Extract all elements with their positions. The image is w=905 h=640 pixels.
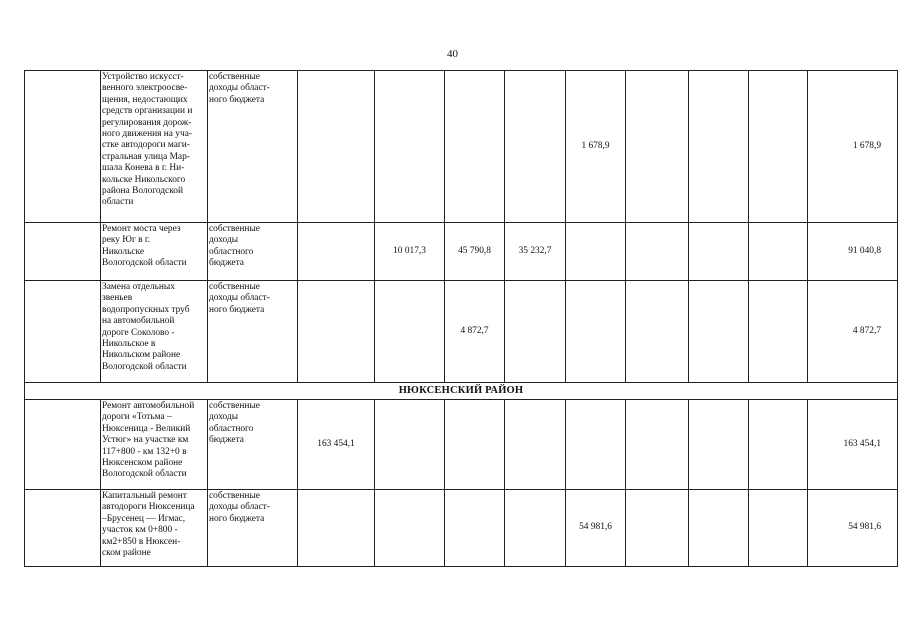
year-value-7	[689, 71, 749, 223]
table-row	[25, 400, 898, 490]
text-line: Нюксеница - Великий	[102, 423, 191, 434]
year-value-5: 1 678,9	[566, 71, 626, 223]
funding-source	[208, 71, 298, 223]
funding-source	[208, 400, 298, 490]
text-line: ного бюджета	[209, 94, 265, 105]
total-value: 91 040,8	[808, 223, 898, 281]
year-value-6	[626, 223, 689, 281]
text-line: доходы област-	[209, 83, 270, 94]
total-value: 54 981,6	[808, 490, 898, 567]
text-line: стральная улица Мар-	[102, 151, 190, 162]
text-line: Устройство искусст-	[102, 72, 184, 82]
year-value-2	[375, 281, 445, 383]
text-line: водопропускных труб	[102, 304, 190, 315]
text-line: собственные	[209, 72, 260, 82]
year-value-4	[505, 71, 566, 223]
year-value-4	[505, 400, 566, 490]
year-value-4	[505, 490, 566, 567]
text-line: реку Юг в г.	[102, 235, 151, 246]
text-line: автодороги Нюксеница	[102, 502, 195, 513]
year-value-1	[298, 490, 375, 567]
text-line: областного	[209, 246, 254, 257]
year-value-7	[689, 490, 749, 567]
text-line: шала Конева в г. Ни-	[102, 163, 185, 174]
funding-source	[208, 281, 298, 383]
text-line: Нюксенском районе	[102, 458, 183, 469]
text-line: доходы област-	[209, 293, 270, 304]
text-line: –Брусенец — Игмас,	[102, 513, 186, 524]
page-number: 40	[447, 48, 458, 60]
table-row	[25, 490, 898, 567]
empty-cell	[749, 281, 808, 383]
text-line: на автомобильной	[102, 316, 175, 327]
year-value-1	[298, 281, 375, 383]
text-line: областного	[209, 423, 254, 434]
text-line: бюджета	[209, 435, 244, 446]
year-value-2: 10 017,3	[375, 223, 445, 281]
year-value-7	[689, 223, 749, 281]
year-value-7	[689, 281, 749, 383]
year-value-2	[375, 400, 445, 490]
year-value-5	[566, 223, 626, 281]
year-value-5	[566, 400, 626, 490]
text-line: района Вологодской	[102, 186, 183, 197]
text-line: доходы	[209, 235, 239, 246]
text-line: участок км 0+800 -	[102, 525, 178, 536]
empty-cell	[25, 71, 101, 223]
text-line: звеньев	[102, 293, 133, 304]
empty-cell	[25, 400, 101, 490]
text-line: собственные	[209, 282, 260, 292]
text-line: кольске Никольского	[102, 174, 186, 185]
empty-cell	[749, 71, 808, 223]
year-value-3: 4 872,7	[445, 281, 505, 383]
empty-cell	[25, 490, 101, 567]
text-line: Ремонт моста через	[102, 224, 181, 234]
funding-source	[208, 223, 298, 281]
text-line: Никольске	[102, 246, 145, 257]
text-line: Замена отдельных	[102, 282, 175, 292]
year-value-5	[566, 281, 626, 383]
text-line: стке автодороги маги-	[102, 140, 190, 151]
text-line: дороги «Тотьма –	[102, 412, 172, 423]
text-line: 117+800 - км 132+0 в	[102, 446, 187, 457]
text-line: средств организации и	[102, 106, 193, 117]
work-description	[101, 400, 208, 490]
funding-source	[208, 490, 298, 567]
work-description	[101, 490, 208, 567]
text-line: Вологодской области	[102, 361, 187, 372]
year-value-4: 35 232,7	[505, 223, 566, 281]
text-line: венного электроосве-	[102, 83, 188, 94]
year-value-3	[445, 71, 505, 223]
text-line: ного бюджета	[209, 304, 265, 315]
table-row	[25, 223, 898, 281]
text-line: регулирования дорож-	[102, 117, 192, 128]
text-line: доходы	[209, 412, 239, 423]
budget-table	[24, 70, 898, 567]
section-row	[25, 383, 898, 400]
year-value-1: 163 454,1	[298, 400, 375, 490]
empty-cell	[25, 281, 101, 383]
text-line: ного бюджета	[209, 513, 265, 524]
text-line: Ремонт автомобильной	[102, 401, 195, 411]
text-line: собственные	[209, 224, 260, 234]
text-line: бюджета	[209, 258, 244, 269]
year-value-4	[505, 281, 566, 383]
text-line: ного движения на уча-	[102, 129, 192, 140]
text-line: дороге Соколово -	[102, 327, 175, 338]
text-line: собственные	[209, 491, 260, 501]
year-value-6	[626, 71, 689, 223]
text-line: Капитальный ремонт	[102, 491, 187, 501]
total-value: 163 454,1	[808, 400, 898, 490]
empty-cell	[749, 223, 808, 281]
work-description	[101, 281, 208, 383]
text-line: Вологодской области	[102, 469, 187, 480]
text-line: области	[102, 197, 134, 208]
text-line: Устюг» на участке км	[102, 435, 189, 446]
empty-cell	[25, 223, 101, 281]
text-line: ском районе	[102, 548, 151, 559]
text-line: доходы област-	[209, 502, 270, 513]
year-value-2	[375, 71, 445, 223]
year-value-6	[626, 281, 689, 383]
year-value-3: 45 790,8	[445, 223, 505, 281]
text-line: Вологодской области	[102, 258, 187, 269]
empty-cell	[749, 400, 808, 490]
year-value-1	[298, 71, 375, 223]
total-value: 1 678,9	[808, 71, 898, 223]
year-value-6	[626, 490, 689, 567]
year-value-5: 54 981,6	[566, 490, 626, 567]
section-title: НЮКСЕНСКИЙ РАЙОН	[25, 383, 898, 400]
text-line: Никольском районе	[102, 350, 181, 361]
work-description	[101, 223, 208, 281]
year-value-3	[445, 400, 505, 490]
text-line: собственные	[209, 401, 260, 411]
empty-cell	[749, 490, 808, 567]
table-row	[25, 281, 898, 383]
text-line: Никольское в	[102, 339, 156, 350]
year-value-3	[445, 490, 505, 567]
year-value-6	[626, 400, 689, 490]
text-line: км2+850 в Нюксен-	[102, 536, 181, 547]
text-line: щения, недостающих	[102, 94, 188, 105]
work-description	[101, 71, 208, 223]
table-row	[25, 71, 898, 223]
year-value-1	[298, 223, 375, 281]
year-value-7	[689, 400, 749, 490]
total-value: 4 872,7	[808, 281, 898, 383]
year-value-2	[375, 490, 445, 567]
